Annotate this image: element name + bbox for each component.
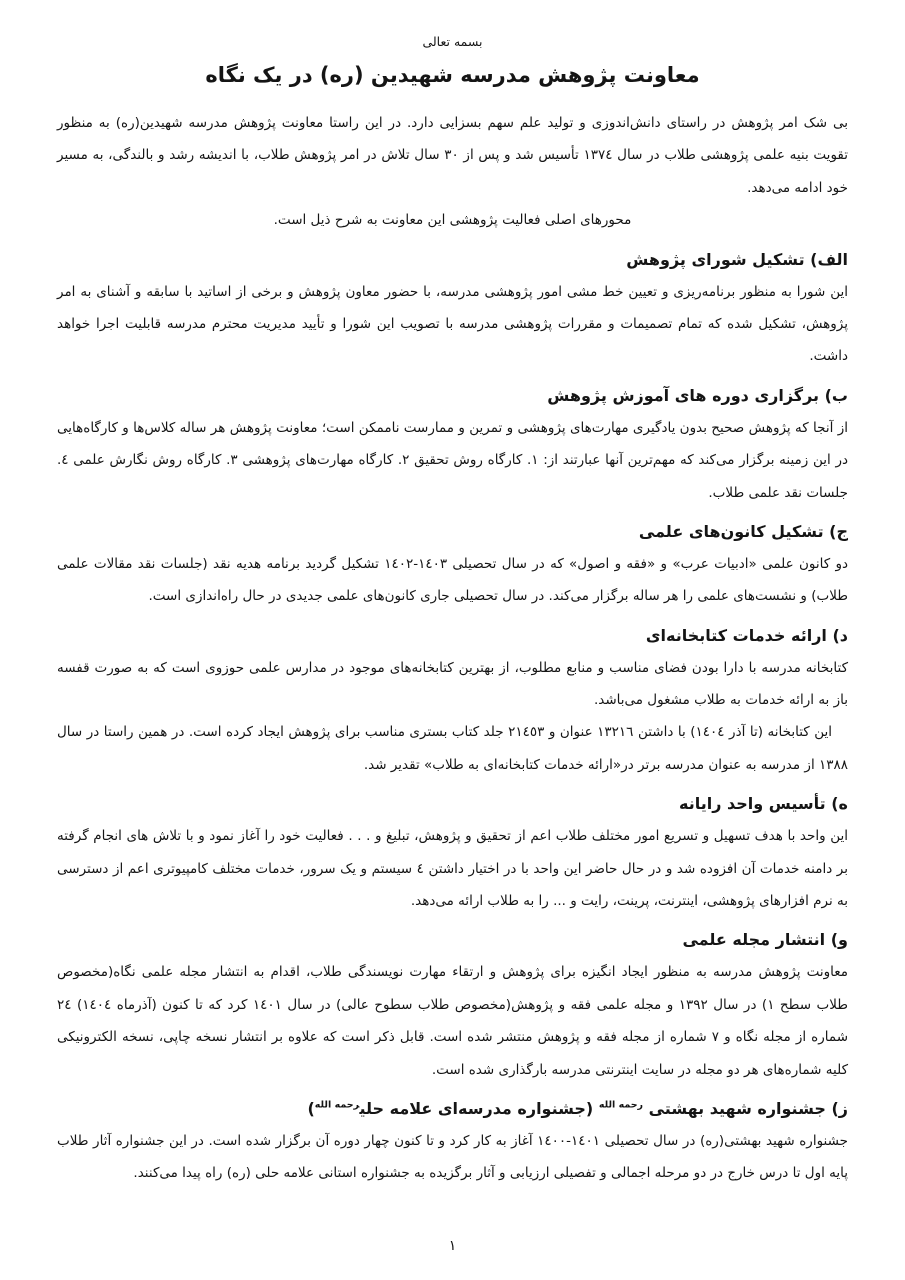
section-he [57, 794, 848, 917]
paragraph: از آنجا که پژوهش صحیح بدون یادگیری مهارت‌های پژوهشی و تمرین و ممارست ناممکن است؛ معاونت پژوهش هر ساله کلاس‌ها و کارگاه‌هایی در این زمینه برگزار می‌کند که مهم‌ترین آنها عبارتند از: ١. کارگاه روش تحقیق ٢. کارگاه مهارت‌های پژوهشی ٣. کارگاه روش نگارش علمی ٤. جلسات نقد علمی طلاب. [57, 419, 848, 501]
page-title: معاونت پژوهش مدرسه شهیدین (ره) در یک نگاه [205, 63, 700, 87]
heading-text: ز) جشنواره شهید بهشتی [643, 1098, 848, 1118]
section-alef [57, 250, 848, 373]
paragraph: دو کانون علمی «ادبیات عرب» و «فقه و اصول» که در سال تحصیلی ١٤٠٣-١٤٠٢ تشکیل گردید برنامه هدیه نقد (جلسات نقد مقالات علمی طلاب) و نشست‌های علمی را هر ساله برگزار می‌کند. در سال تحصیلی جاری کانون‌های علمی جدیدی در حال راه‌اندازی است. [57, 555, 848, 605]
section-vav [57, 930, 848, 1086]
paragraph: این واحد با هدف تسهیل و تسریع امور مختلف طلاب اعم از تحقیق و پژوهش، تبلیغ و . . . فعالیت خود را آغاز نمود و با تلاش های انجام گرفته بر دامنه خدمات آن افزوده شد و در حال حاضر این واحد با در اختیار داشتن ٤ سیستم و یک سرور، خدمات مختلف کامپیوتری اعم از دسترسی به نرم افزارهای پژوهشی، اینترنت، پرینت، رایت و ... را به طلاب ارائه می‌دهد. [57, 828, 849, 910]
section-ze [57, 1099, 848, 1190]
section-dal [57, 626, 848, 782]
heading-text: (جشنواره مدرسه‌ای علامه حلی [359, 1098, 599, 1118]
bismillah: بسمه تعالی [422, 34, 483, 49]
section-heading: الف) تشکیل شورای پژوهش [626, 249, 848, 269]
heading-superscript: رحمه الله [314, 1099, 360, 1111]
heading-text: ) [307, 1098, 315, 1118]
intro-note: محورهای اصلی فعالیت پژوهشی این معاونت به شرح ذیل است. [273, 212, 632, 229]
section-jim [57, 522, 848, 613]
page-number: ١ [448, 1238, 457, 1254]
intro-paragraph: بی شک امر پژوهش در راستای دانش‌اندوزی و تولید علم سهم بسزایی دارد. در این راستا معاونت پژوهش مدرسه شهیدین(ره) به منظور تقویت بنیه علمی پژوهشی طلاب در سال ١٣٧٤ تأسیس شد و پس از ٣٠ سال تلاش در امر پژوهش طلاب، با اندیشه رشد و بالندگی، به مسیر خود ادامه می‌دهد. [57, 115, 849, 196]
heading-superscript: رحمه الله [598, 1099, 644, 1111]
paragraph: این شورا به منظور برنامه‌ریزی و تعیین خط مشی امور پژوهشی مدرسه، با حضور معاون پژوهش و برخی از اساتید با سابقه و آشنای به امر پژوهش، تشکیل شده که تمام تصمیمات و مقررات پژوهشی مدرسه با تصویب این شورا و تأیید مدیریت محترم مدرسه قابلیت اجرا خواهد داشت. [57, 283, 848, 365]
section-heading: د) ارائه خدمات کتابخانه‌ای [645, 625, 848, 645]
section-heading: ه) تأسیس واحد رایانه [679, 794, 848, 814]
paragraph: کتابخانه مدرسه با دارا بودن فضای مناسب و منابع مطلوب، از بهترین کتابخانه‌های موجود در مدارس علمی حوزوی است که به صورت قفسه باز به ارائه خدمات به طلاب مشغول می‌باشد. [57, 659, 848, 709]
section-heading: ب) برگزاری دوره های آموزش پژوهش [547, 385, 848, 405]
paragraph: این کتابخانه (تا آذر ١٤٠٤) با داشتن ١٣٢١٦ عنوان و ٢١٤٥٣ جلد کتاب بستری مناسب برای پژوهش ایجاد کرده است. در همین راستا در سال ١٣٨٨ از مدرسه به عنوان مدرسه برتر در«ارائه خدمات کتابخانه‌ای به طلاب» تقدیر شد. [57, 724, 848, 773]
paragraph: جشنواره شهید بهشتی(ره) در سال تحصیلی ١٤٠١-١٤٠٠ آغاز به کار کرد و تا کنون چهار دوره آن برگزار شده است. در این جشنواره آثار طلاب پایه اول تا درس خارج در دو مرحله اجمالی و تفصیلی ارزیابی و آثار برگزیده به جشنواره استانی علامه حلی (ره) راه پیدا می‌کنند. [57, 1132, 849, 1182]
section-heading [57, 1099, 848, 1118]
section-be [57, 386, 848, 509]
section-heading: ج) تشکیل کانون‌های علمی [638, 521, 848, 541]
section-heading: و) انتشار مجله علمی [682, 930, 848, 950]
paragraph: معاونت پژوهش مدرسه به منظور ایجاد انگیزه برای پژوهش و ارتقاء مهارت نویسندگی طلاب، اقدام به انتشار مجله علمی نگاه(مخصوص طلاب سطح ١) در سال ١٣٩٢ و مجله علمی فقه و پژوهش(مخصوص طلاب سطوح عالی) در سال ١٤٠١ کرد که تا کنون (آذرماه ١٤٠٤) ٢٤ شماره از مجله نگاه و ٧ شماره از مجله فقه و پژوهش منتشر شده است. قابل ذکر است که علاوه بر انتشار نسخه چاپی، نسخه الکترونیکی کلیه شماره‌های هر دو مجله در سایت اینترنتی مدرسه بارگذاری شده است. [57, 964, 849, 1078]
